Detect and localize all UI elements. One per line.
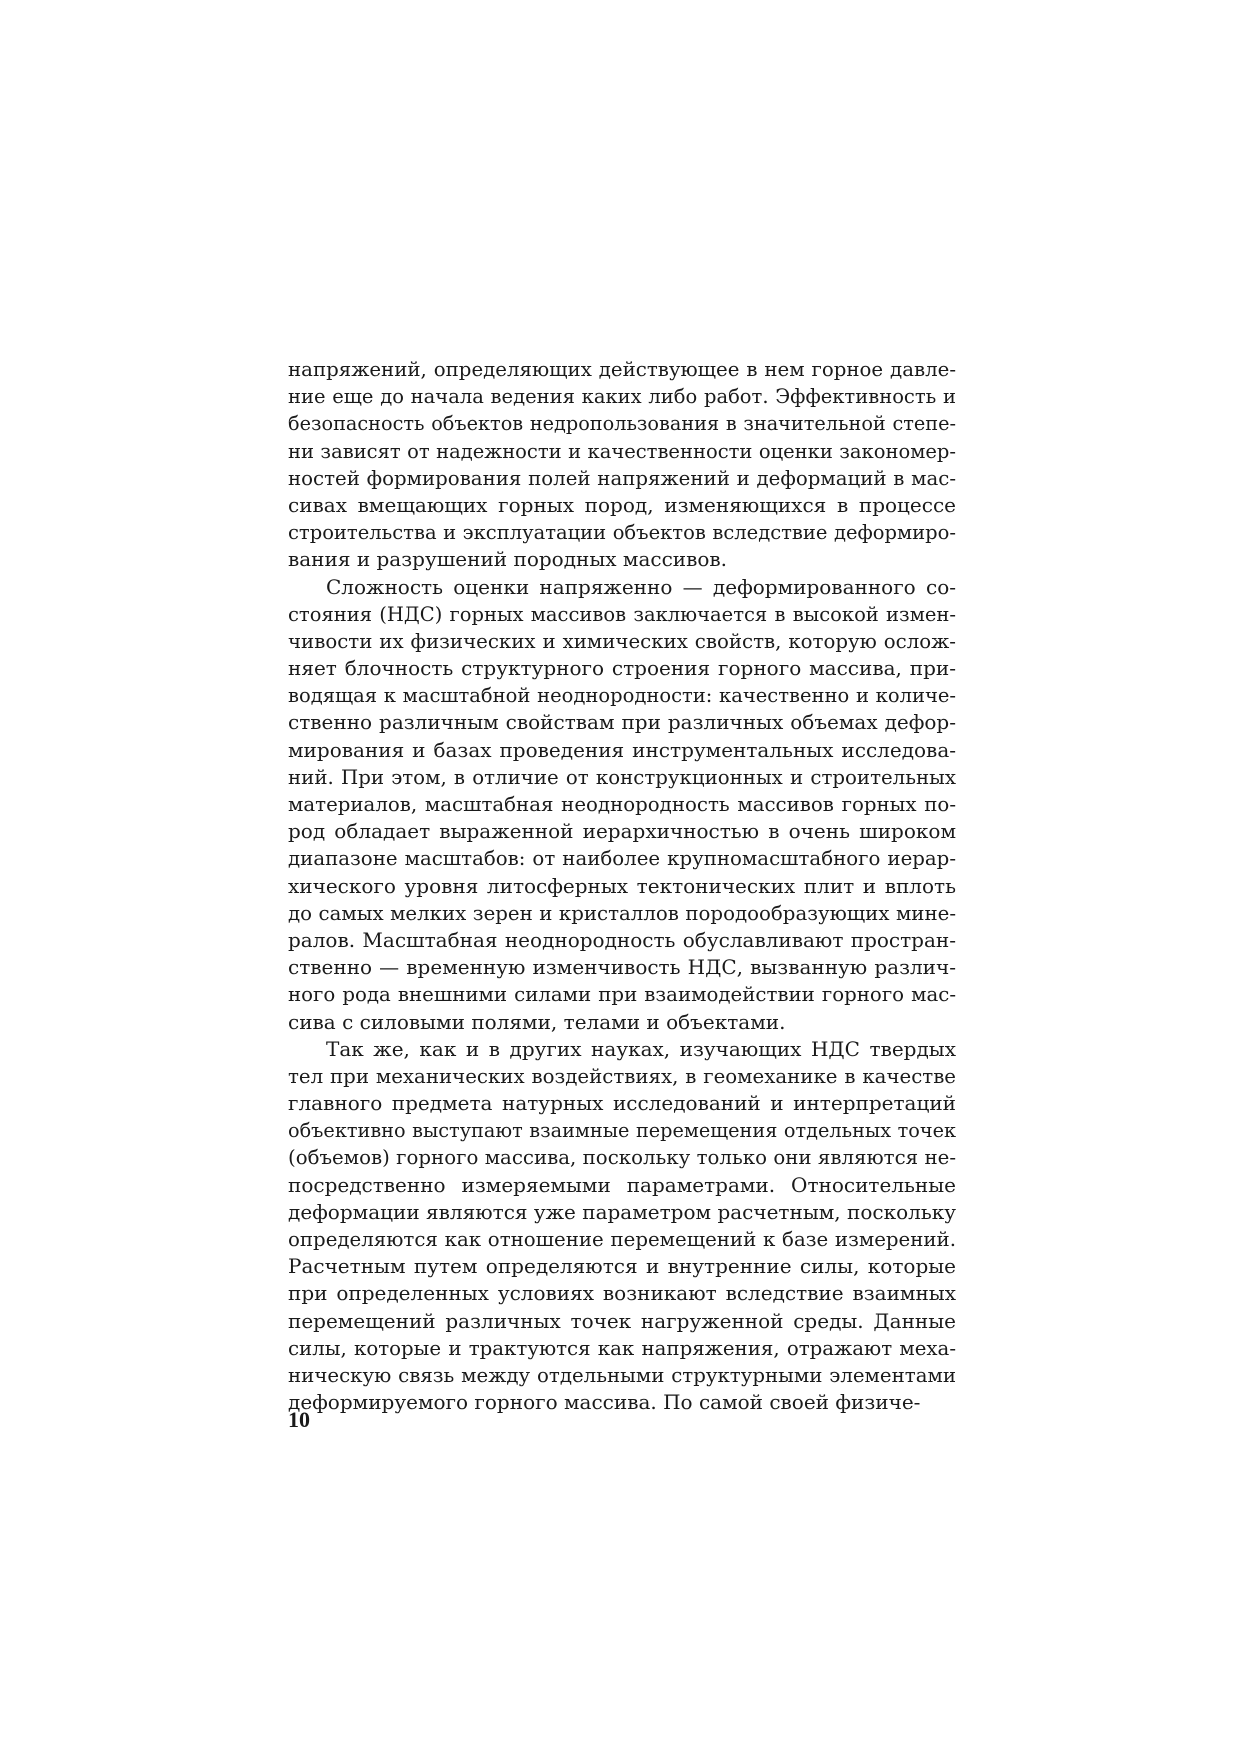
text-line: силы, которые и трактуются как напряжения, отражают меха- [288,1336,956,1360]
text-line: стояния (НДС) горных массивов заключается в высокой измен- [288,602,956,626]
text-line: до самых мелких зерен и кристаллов породообразующих мине- [288,901,956,925]
text-line: перемещений различных точек нагруженной среды. Данные [288,1308,956,1333]
paragraph [288,574,956,1036]
text-line: ралов. Масштабная неоднородность обуславливают простран- [288,927,956,952]
page-number: 10 [288,1407,310,1432]
text-line: ний. При этом, в отличие от конструкционных и строительных [288,765,956,789]
text-line: материалов, масштабная неоднородность массивов горных по- [288,793,956,816]
text-line: ного рода внешними силами при взаимодействии горного мас- [288,983,956,1007]
text-line: при определенных условиях возникают вследствие взаимных [288,1281,956,1306]
text-line: ственно различным свойствам при различных объемах дефор- [288,710,956,735]
text-line: няет блочность структурного строения горного массива, при- [288,656,956,681]
text-line: строительства и эксплуатации объектов вследствие деформиро- [288,521,956,545]
text-line: сивах вмещающих горных пород, изменяющихся в процессе [288,492,956,517]
text-line: напряжений, определяющих действующее в нем горное давле- [288,358,956,381]
text-line: род обладает выраженной иерархичностью в очень широком [288,819,956,844]
text-line: Расчетным путем определяются и внутренние силы, которые [288,1254,956,1279]
text-line: (объемов) горного массива, поскольку только они являются не- [288,1146,956,1170]
paragraph [288,1036,956,1417]
text-line: деформируемого горного массива. По самой своей физиче- [288,1390,921,1415]
text-line: ностей формирования полей напряжений и деформаций в мас- [288,466,956,490]
text-line: главного предмета натурных исследований и интерпретаций [288,1091,956,1116]
text-line: посредственно измеряемыми параметрами. Относительные [288,1172,956,1197]
body-text [288,356,956,1416]
text-line: Так же, как и в других науках, изучающих НДС твердых [326,1036,956,1061]
text-line: объективно выступают взаимные перемещения отдельных точек [288,1119,956,1143]
text-line: диапазоне масштабов: от наиболее крупномасштабного иерар- [288,847,956,871]
text-line: чивости их физических и химических свойств, которую ослож- [288,629,956,653]
text-line: ние еще до начала ведения каких либо работ. Эффективность и [288,385,956,409]
paragraph [288,356,956,574]
text-line: вания и разрушений породных массивов. [288,547,728,572]
text-line: мирования и базах проведения инструментальных исследова- [288,737,956,762]
text-line: тел при механических воздействиях, в геомеханике в качестве [288,1064,956,1088]
text-line: определяются как отношение перемещений к базе измерений. [288,1228,956,1251]
text-line: хического уровня литосферных тектонических плит и вплоть [288,873,956,898]
text-line: ственно — временную изменчивость НДС, вызванную различ- [288,955,956,980]
text-line: безопасность объектов недропользования в значительной степе- [288,412,956,436]
text-line: деформации являются уже параметром расчетным, поскольку [288,1199,956,1224]
text-line: Сложность оценки напряженно — деформированного со- [326,574,956,599]
text-line: сива с силовыми полями, телами и объектами. [288,1009,786,1034]
text-line: ническую связь между отдельными структурными элементами [288,1363,956,1387]
text-line: ни зависят от надежности и качественности оценки закономер- [288,439,956,463]
text-line: водящая к масштабной неоднородности: качественно и количе- [288,684,956,708]
